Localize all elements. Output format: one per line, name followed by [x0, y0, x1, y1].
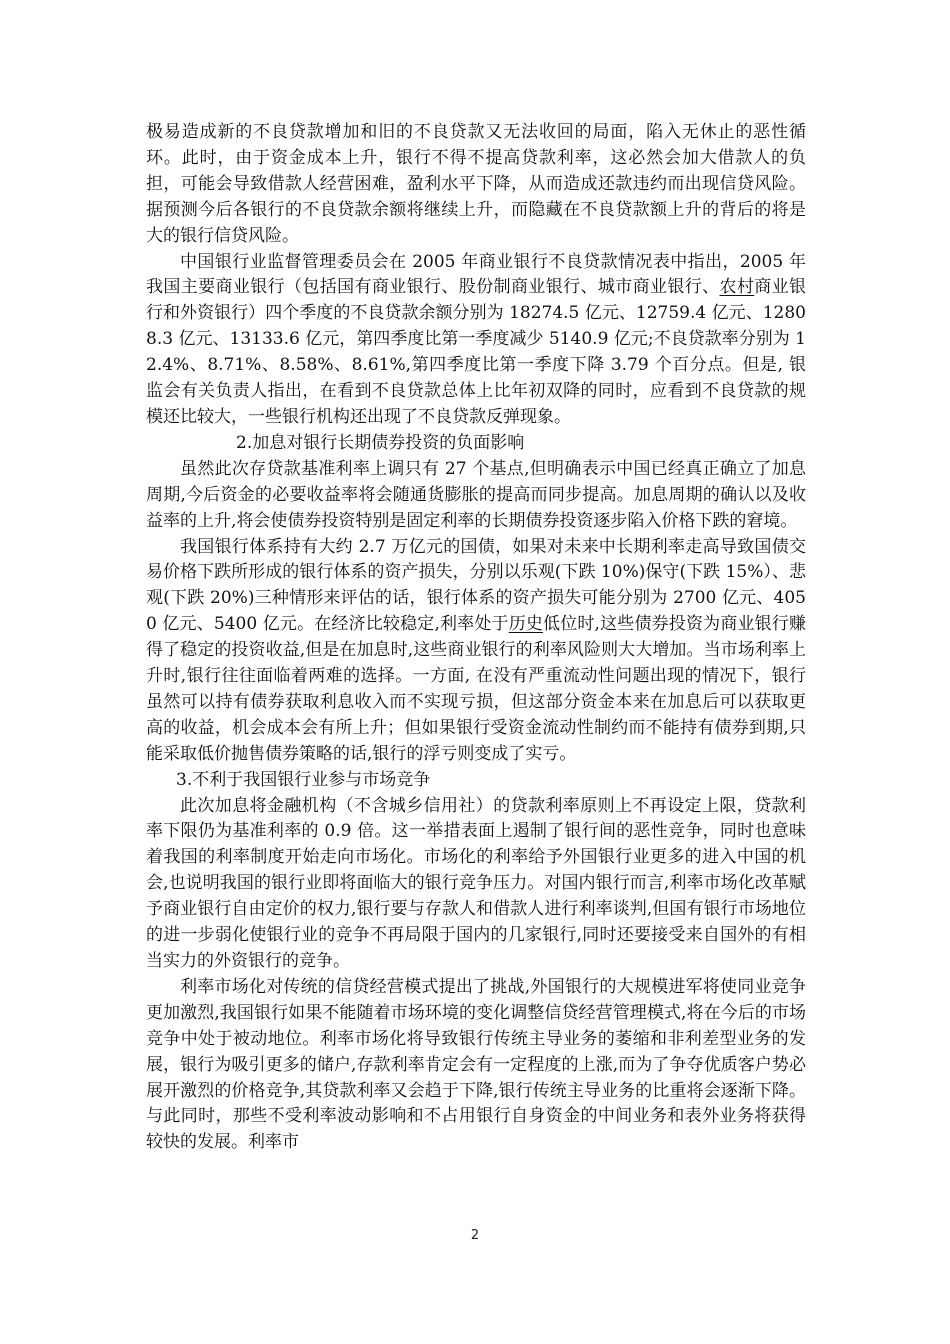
- paragraph-cbrc-statistics-start: 中国银行业监督管理委员会在 2005 年商业银行不良贷款情况表中指出，2005 年我国主要商业银行（包括国有商业银行、股份制商业银行、城市商业银行、: [146, 251, 806, 298]
- link-history[interactable]: 历史: [508, 614, 544, 635]
- paragraph-cbrc-statistics-rest: 商业银行和外资银行）四个季度的不良贷款余额分别为 18274.5 亿元、12759.4 亿元、12808.3 亿元、13133.6 亿元，第四季度比第一季度减少 5140.9 亿元;不良贷款率分别为 12.4%、8.71%、8.58%、8.61%,第四季度比第一季度下降 3.79 个百分点。但是, 银监会有关负责人指出，在看到不良贷款总体上比年初双降的同时，应看到不良贷款的规模还比较大，一些银行机构还出现了不良贷款反弹现象。: [146, 277, 807, 427]
- paragraph-market-competition: 此次加息将金融机构（不含城乡信用社）的贷款利率原则上不再设定上限，贷款利率下限仍为基准利率的 0.9 倍。这一举措表面上遏制了银行间的恶性竞争，同时也意味着我国的利率制度开始走向市场化。市场化的利率给予外国银行业更多的进入中国的机会,也说明我国的银行业即将面临大的银行竞争压力。对国内银行而言,利率市场化改革赋予商业银行自由定价的权力,银行要与存款人和借款人进行利率谈判,但国有银行市场地位的进一步弱化使银行业的竞争不再局限于国内的几家银行,同时还要接受来自国外的有相当实力的外资银行的竞争。: [146, 795, 806, 971]
- document-body: [146, 120, 806, 1156]
- section-heading-2: 2.加息对银行长期债券投资的负面影响: [236, 432, 525, 453]
- section-heading-3: 3.不利于我国银行业参与市场竞争: [176, 769, 431, 790]
- link-rural[interactable]: 农村: [719, 277, 755, 298]
- paragraph-bond-losses-rest: 低位时,这些债券投资为商业银行赚得了稳定的投资收益,但是在加息时,这些商业银行的利率风险则大大增加。当市场利率上升时,银行往往面临着两难的选择。一方面, 在没有严重流动性问题出现的情况下，银行虽然可以持有债券获取利息收入而不实现亏损，但这部分资金本来在加息后可以获取更高的收益，机会成本会有所上升；但如果银行受资金流动性制约而不能持有债券到期,只能采取低价抛售债券策略的话,银行的浮亏则变成了实亏。: [146, 614, 807, 764]
- paragraph-bond-losses: [146, 535, 806, 768]
- paragraph-cbrc-statistics: [146, 250, 806, 431]
- paragraph-npl-cycle: 极易造成新的不良贷款增加和旧的不良贷款又无法收回的局面，陷入无休止的恶性循环。此时，由于资金成本上升，银行不得不提高贷款利率，这必然会加大借款人的负担，可能会导致借款人经营困难，盈利水平下降，从而造成还款违约而出现信贷风险。据预测今后各银行的不良贷款余额将继续上升，而隐藏在不良贷款额上升的背后的将是大的银行信贷风险。: [146, 122, 806, 246]
- paragraph-rate-cycle: 虽然此次存贷款基准利率上调只有 27 个基点,但明确表示中国已经真正确立了加息周期,今后资金的必要收益率将会随通货膨胀的提高而同步提高。加息周期的确认以及收益率的上升,将会使债券投资特别是固定利率的长期债券投资逐步陷入价格下跌的窘境。: [146, 458, 806, 531]
- paragraph-rate-liberalization: 利率市场化对传统的信贷经营模式提出了挑战,外国银行的大规模进军将使同业竞争更加激烈,我国银行如果不能随着市场环境的变化调整信贷经营管理模式,将在今后的市场竞争中处于被动地位。利率市场化将导致银行传统主导业务的萎缩和非利差型业务的发展，银行为吸引更多的储户,存款利率肯定会有一定程度的上涨,而为了争夺优质客户势必展开激烈的价格竞争,其贷款利率又会趋于下降,银行传统主导业务的比重将会逐渐下降。与此同时，那些不受利率波动影响和不占用银行自身资金的中间业务和表外业务将获得较快的发展。利率市: [146, 976, 806, 1153]
- paragraph-bond-losses-start: 我国银行体系持有大约 2.7 万亿元的国债，如果对未来中长期利率走高导致国债交易价格下跌所形成的银行体系的资产损失，分别以乐观(下跌 10%)保守(下跌 15%）、悲观(下跌 20%)三种情形来评估的话，银行体系的资产损失可能分别为 2700 亿元、4050 亿元、5400 亿元。在经济比较稳定,利率处于: [146, 536, 806, 635]
- page-number: 2: [470, 1228, 480, 1243]
